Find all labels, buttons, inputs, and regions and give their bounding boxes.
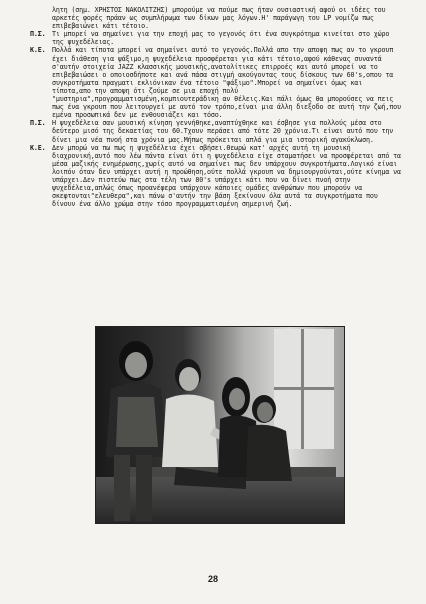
page-number: 28 [207, 574, 218, 584]
interview-paragraph [30, 119, 402, 143]
speaker-initials: Π.Σ. [30, 30, 46, 39]
interview-paragraph [30, 6, 402, 30]
paragraph-text: Η ψυχεδέλεια σαν μουσική κίνηση γεννήθηκε,αναπτύχθηκε και έσβησε για πολλούς μέσα στο δεύτερο μισό της δεκαετίας του 60.Τχουν περάσει από τότε 20 χρόνια.Τι είναι αυτό που την δίνει μια νέα πνοή στα χρόνια μας.Μήπως πρόκειται απλά για μια ιστορική αγακύκλωση. [52, 119, 394, 144]
paragraph-text: Τι μπορεί να σημαίνει για την εποχή μας το γεγονός ότι ένα συγκρότημα κινείται στο χώρο της ψυχεδέλειας. [52, 30, 390, 47]
interview-text [30, 6, 402, 208]
speaker-initials: Κ.Ε. [30, 46, 46, 55]
band-photo [95, 326, 345, 524]
interview-paragraph [30, 30, 402, 46]
speaker-initials: Π.Σ. [30, 119, 46, 128]
interview-paragraph [30, 144, 402, 209]
paragraph-text: λητη (σημ. ΧΡΗΣΤΟΣ ΝΑΚΟΛΙΤΖΗΣ) μπορούμε να πούμε πως ήταν ουσιαστική αφού οι ιδέες του αρκετές φορές πράαν ως συμπλήρωμα των δίκων μας λόγων.Η' παράγωγη του LP νομίζω πως επιβεβαιώνει κάτι τέτοιο. [52, 6, 386, 31]
paragraph-text: Πολλά και τίποτα μπορεί να σημαίνει αυτό το γεγονός.Πολλά απο την αποψη πως αν το γκρουπ έχει διάθεση για ψάξιμο,η ψυχεδέλεια προσφέρεται για κάτι τέτοιο,αφού κάθενας συναντά σ'αυτήν στοιχεία JAZZ κλασσικής μουσικής,ανατολίτικες επιρροές και αυτό μπορεί να το επιβεβαιώσει ο οποιοσδήποτε και ανά πάσα στιγμή ακούγοντας τους δίσκους των 60's,οπου τα συγκροτήματα πραγματι εκλιόνικαν ένα τέτοιο "ψάξιμο".Μπορεί να σημαίνει όμως και τίποτα,απο την αποψη ότι ζούμε σε μια εποχή πολύ "μυστηρια",προγραμματισμένη,κομπιουτεράδικη αν θέλεις.Και πάλι όμως θα μπορούσες να πεις πως ένα γκρουπ που λειτουργεί με αυτό τον τρόπο,είναι μια άλλη διεξοδο σε αυτή την ζωή,που εμένα προσωπικά δεν με ενθουσιάζει και τόσο. [52, 46, 401, 120]
paragraph-text: Δεν μπορώ να πω πως η ψυχεδέλεια έχει σβήσει.Θεωρώ κατ' αρχές αυτή τη μουσική διαχρονική,αυτό που λέω πάντα είναι ότι η ψυχεδέλεια είχε σταματήσει να προσφέρεται από τα μέσα μαζικής ενημέρωσης,χωρίς αυτό να σημαίνει πως δεν υπάρχουν συγκροτήματα.Λογικό είναι λοιπόν όταν δεν υπάρχει αυτή η προώθηση,ούτε πολλά γκρουπ να δημιουργούνται,ούτε κίνημα να υπάρχει.Δεν πιστεύω πως στα τέλη των 80's υπάρχει κάτι που να δίνει πνοή στην ψυχεδέλεια,απλώς όπως προανέφερα υπάρχουν κάποιες ομάδες ανθρώπων που μπορούν να σκεφτονται"ελευθερα",και πάνω σ'αυτήν την βάση ξεκίνουν όλα αυτά τα συγκροτήματα που δίνουν ένα άλλο χρώμα στην τόσο προγραμματισμένη σημερινή ζωή. [52, 143, 401, 209]
interview-paragraph [30, 46, 402, 119]
speaker-initials: Κ.Ε. [30, 143, 46, 152]
